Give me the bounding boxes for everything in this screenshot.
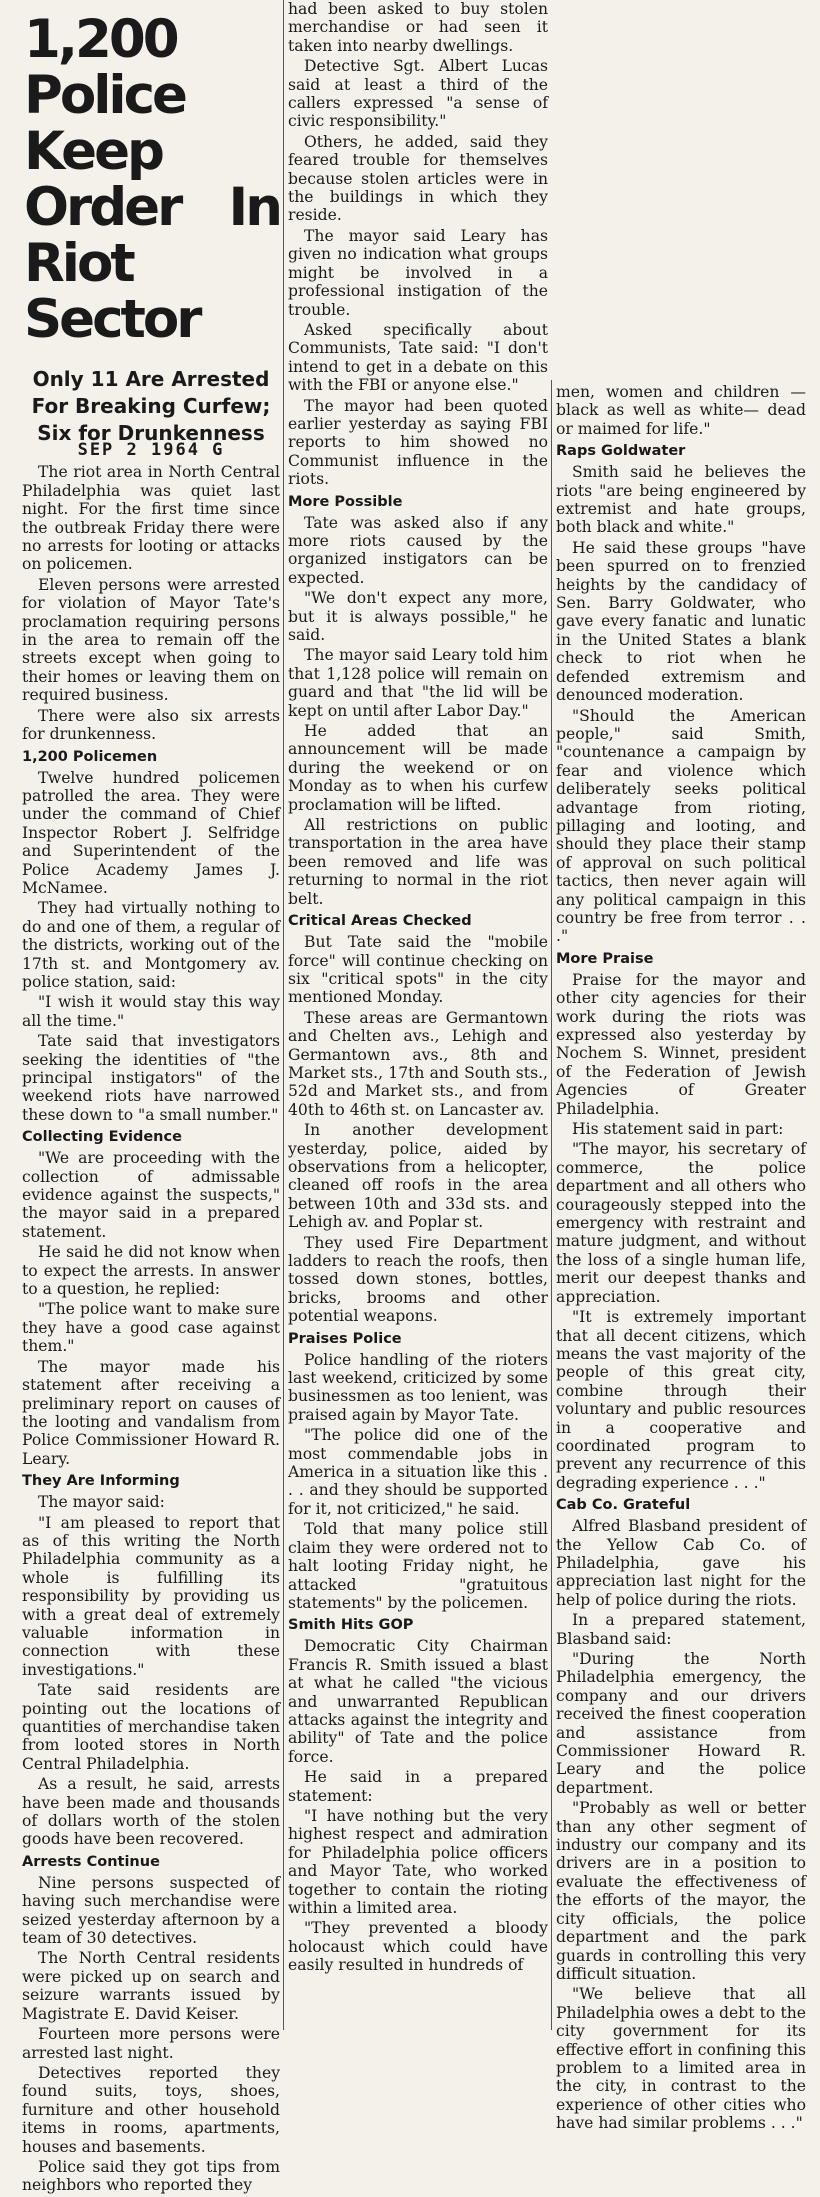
column-rule bbox=[551, 380, 552, 2030]
article-paragraph: Detectives reported they found suits, toys, shoes, furniture and other household items in rooms, apartments, houses and basements. bbox=[22, 2063, 280, 2156]
article-paragraph: Alfred Blasband president of the Yellow Cab Co. of Philadelphia, gave his appreciation last night for the help of police during the riots. bbox=[556, 1517, 806, 1609]
article-paragraph: Smith said he believes the riots "are being engineered by extremist and hate groups, both black and white." bbox=[556, 463, 806, 537]
article-paragraph: "The police want to make sure they have a good case against them." bbox=[22, 1300, 280, 1356]
section-subhead: Collecting Evidence bbox=[22, 1129, 182, 1146]
article-paragraph: had been asked to buy stolen merchandise or had seen it taken into nearby dwellings. bbox=[288, 0, 548, 55]
article-paragraph: The mayor had been quoted earlier yesterday as saying FBI reports to him showed no Communist influence in the riots. bbox=[288, 396, 548, 489]
section-subhead: Smith Hits GOP bbox=[288, 1617, 414, 1634]
column-3 bbox=[556, 383, 806, 2135]
column-2-body bbox=[288, 0, 548, 1975]
article-paragraph: Tate said that investigators seeking the identities of "the principal instigators" of the weekend riots have narrowed these down to "a small number." bbox=[22, 1032, 280, 1124]
section-subhead: More Possible bbox=[288, 493, 403, 510]
article-paragraph: The mayor said: bbox=[38, 1493, 165, 1512]
article-paragraph: Praise for the mayor and other city agencies for their work during the riots was expressed also yesterday by Nochem S. Winnet, president of the Federation of Jewish Agencies of Greater Philadelphia. bbox=[556, 970, 806, 1118]
article-paragraph: All restrictions on public transportation in the area have been removed and life was returning to normal in the riot belt. bbox=[288, 816, 548, 908]
article-paragraph: "Should the American people," said Smith, "countenance a campaign by fear and violence which deliberately seeks political advantage from rioting, pillaging and looting, and should they place their stamp of approval on such political tactics, then never again will any political campaign in this country be free from terror . . ." bbox=[556, 706, 806, 946]
article-paragraph: "It is extremely important that all decent citizens, which means the vast majority of the people of this great city, combine through their voluntary and public resources in a cooperative and coordinated program to prevent any recurrence of this degrading experience . . ." bbox=[556, 1308, 806, 1492]
article-paragraph: The North Central residents were picked up on search and seizure warrants issued by Magistrate E. David Keiser. bbox=[22, 1949, 280, 2023]
section-subhead: More Praise bbox=[556, 950, 654, 967]
section-subhead: Arrests Continue bbox=[22, 1853, 160, 1870]
article-paragraph: Democratic City Chairman Francis R. Smith issued a blast at what he called "the vicious and unwarranted Republican attacks against the integrity and ability" of Tate and the police force. bbox=[288, 1637, 548, 1766]
article-paragraph: He said he did not know when to expect the arrests. In answer to a question, he replied: bbox=[22, 1243, 280, 1299]
column-3-body bbox=[556, 383, 806, 2133]
date-stamp: SEP 2 1964 G bbox=[77, 440, 225, 460]
section-subhead: Raps Goldwater bbox=[556, 443, 686, 460]
article-paragraph: But Tate said the "mobile force" will continue checking on six "critical spots" in the city mentioned Monday. bbox=[288, 933, 548, 1007]
column-rule bbox=[283, 0, 284, 2030]
article-paragraph: These areas are Germantown and Chelten avs., Lehigh and Germantown avs., 8th and Market sts., 17th and South sts., 52d and Market sts., and from 40th to 46th st. on Lancaster av. bbox=[288, 1008, 548, 1119]
article-paragraph: As a result, he said, arrests have been made and thousands of dollars worth of the stolen goods have been recovered. bbox=[22, 1775, 280, 1849]
article-paragraph: In a prepared statement, Blasband said: bbox=[556, 1611, 806, 1648]
article-paragraph: "I wish it would stay this way all the time." bbox=[22, 993, 280, 1030]
article-paragraph: Fourteen more persons were arrested last night. bbox=[22, 2025, 280, 2062]
section-subhead: Critical Areas Checked bbox=[288, 913, 472, 930]
section-subhead: 1,200 Policemen bbox=[22, 748, 158, 765]
article-paragraph: "Probably as well or better than any other segment of industry our company and its drivers are in a position to evaluate the effectiveness of the efforts of the mayor, the city officials, the police department and the park guards in controlling this very difficult situation. bbox=[556, 1799, 806, 1983]
article-paragraph: In another development yesterday, police, aided by observations from a helicopter, cleaned off roofs in the area between 10th and 33d sts. and Lehigh av. and Poplar st. bbox=[288, 1121, 548, 1232]
article-paragraph: "We don't expect any more, but it is always possible," he said. bbox=[288, 589, 548, 644]
article-paragraph: He said these groups "have been spurred on to frenzied heights by the candidacy of Sen. Barry Goldwater, who gave every fanatic and lunatic in the United States a blank check to riot when he defended extremism and denounced moderation. bbox=[556, 538, 806, 705]
article-paragraph: men, women and children — black as well as white— dead or maimed for life." bbox=[556, 383, 806, 438]
article-paragraph: His statement said in part: bbox=[572, 1120, 784, 1139]
article-paragraph: Police handling of the rioters last weekend, criticized by some businessmen as too lenient, was praised again by Mayor Tate. bbox=[288, 1350, 548, 1424]
article-paragraph: Eleven persons were arrested for violation of Mayor Tate's proclamation requiring persons in the area to remain off the streets except when going to their homes or leaving them on required business. bbox=[22, 575, 280, 705]
article-paragraph: Tate was asked also if any more riots caused by the organized instigators can be expected. bbox=[288, 513, 548, 587]
article-paragraph: "The mayor, his secretary of commerce, the police department and all others who courageously stepped into the emergency with restraint and mature judgment, and without the loss of a single human life, merit our deepest thanks and appreciation. bbox=[556, 1140, 806, 1306]
article-paragraph: The mayor made his statement after receiving a preliminary report on causes of the looting and vandalism from Police Commissioner Howard R. Leary. bbox=[22, 1357, 280, 1468]
deck-subheadline: Only 11 Are Arrested For Breaking Curfew; Six for Drunkenness bbox=[31, 367, 271, 445]
article-paragraph: "I have nothing but the very highest respect and admiration for Philadelphia police officers and Mayor Tate, who worked together to contain the rioting within a limited area. bbox=[288, 1806, 548, 1917]
article-paragraph: Asked specifically about Communists, Tate said: "I don't intend to get in a debate on this with the FBI or anyone else." bbox=[288, 320, 548, 395]
headline: 1,200 Police Keep Order In Riot Sector bbox=[24, 9, 280, 350]
article-paragraph: "I am pleased to report that as of this writing the North Philadelphia community as a whole is fulfilling its responsibility by providing us with a great deal of extremely valuable information in connection with these investigations." bbox=[22, 1513, 280, 1679]
article-paragraph: Detective Sgt. Albert Lucas said at least a third of the callers expressed "a sense of civic responsibility." bbox=[288, 57, 548, 131]
article-paragraph: Others, he added, said they feared trouble for themselves because stolen articles were in the buildings in which they reside. bbox=[288, 132, 548, 225]
column-2 bbox=[288, 0, 548, 1977]
article-paragraph: Nine persons suspected of having such merchandise were seized yesterday afternoon by a team of 30 detectives. bbox=[22, 1873, 280, 1948]
section-subhead: Praises Police bbox=[288, 1330, 402, 1347]
article-paragraph: Tate said residents are pointing out the locations of quantities of merchandise taken from looted stores in North Central Philadelphia. bbox=[22, 1681, 280, 1773]
article-paragraph: They had virtually nothing to do and one of them, a regular of the districts, working out of the 17th st. and Montgomery av. police station, said: bbox=[22, 899, 280, 991]
article-paragraph: "They prevented a bloody holocaust which could have easily resulted in hundreds of bbox=[288, 1919, 548, 1975]
article-paragraph: The mayor said Leary told him that 1,128 police will remain on guard and that "the lid will be kept on until after Labor Day." bbox=[288, 646, 548, 720]
article-paragraph: "During the North Philadelphia emergency, the company and our drivers received the finest cooperation and assistance from Commissioner Howard R. Leary and the police department. bbox=[556, 1650, 806, 1797]
article-paragraph: There were also six arrests for drunkenness. bbox=[22, 706, 280, 744]
article-paragraph: He said in a prepared statement: bbox=[288, 1768, 548, 1805]
article-paragraph: "The police did one of the most commendable jobs in America in a situation like this . . . and they should be supported for it, not criticized," he said. bbox=[288, 1426, 548, 1518]
article-paragraph: "We are proceeding with the collection of admissable evidence against the suspects," the mayor said in a prepared statement. bbox=[22, 1149, 280, 1241]
article-paragraph: He added that an announcement will be made during the weekend or on Monday as to when his curfew proclamation will be lifted. bbox=[288, 722, 548, 814]
article-paragraph: The mayor said Leary has given no indication what groups might be involved in a professional instigation of the trouble. bbox=[288, 226, 548, 319]
article-paragraph: Twelve hundred policemen patrolled the area. They were under the command of Chief Inspector Robert J. Selfridge and Superintendent of the Police Academy James J. McNamee. bbox=[22, 768, 280, 897]
section-subhead: They Are Informing bbox=[22, 1473, 180, 1490]
article-paragraph: "We believe that all Philadelphia owes a debt to the city government for its effective effort in confining this problem to a limited area in the city, in contrast to the experience of other cities who have had similar problems . . ." bbox=[556, 1985, 806, 2133]
column-1-body bbox=[22, 463, 280, 2194]
column-1 bbox=[22, 0, 280, 2197]
section-subhead: Cab Co. Grateful bbox=[556, 1497, 691, 1514]
article-paragraph: Police said they got tips from neighbors who reported they bbox=[22, 2157, 280, 2195]
article-paragraph: Told that many police still claim they were ordered not to halt looting Friday night, he attacked "gratuitous statements" by the policemen. bbox=[288, 1520, 548, 1612]
article-paragraph: They used Fire Department ladders to reach the roofs, then tossed down stones, bottles, bricks, brooms and other potential weapons. bbox=[288, 1233, 548, 1326]
article-paragraph: The riot area in North Central Philadelphia was quiet last night. For the first time since the outbreak Friday there were no arrests for looting or attacks on policemen. bbox=[22, 463, 280, 574]
